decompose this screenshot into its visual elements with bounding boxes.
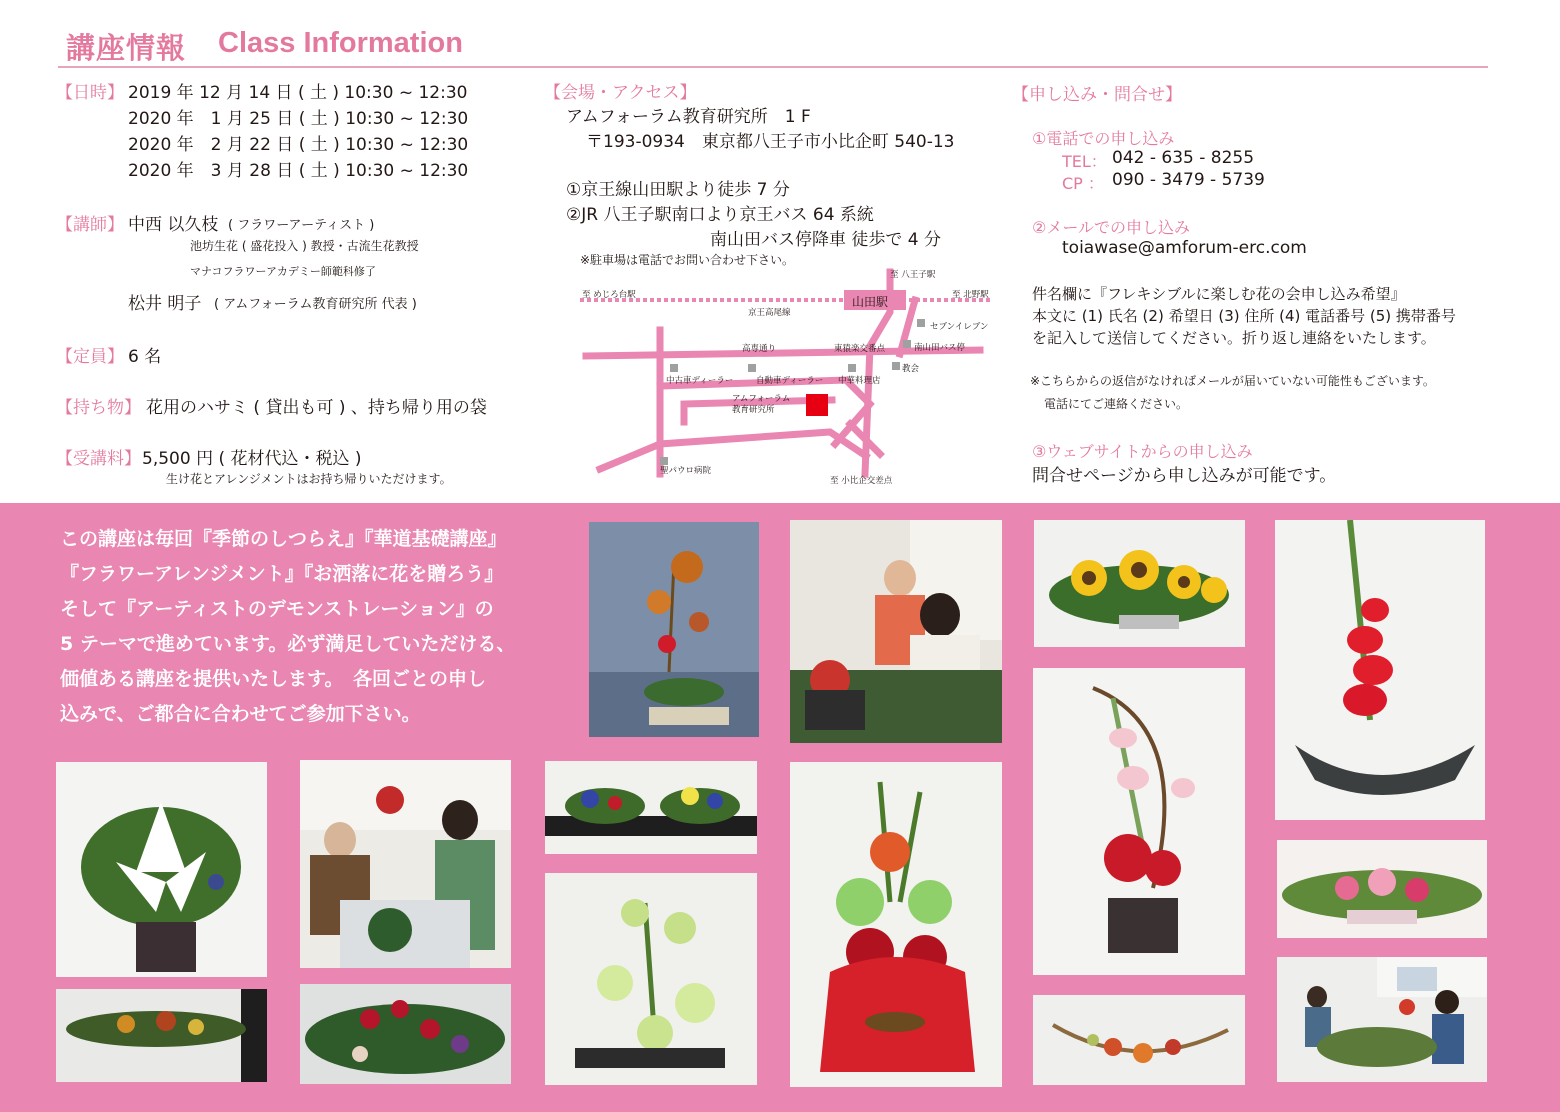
apply-tel: 042 - 635 - 8255 [1112,148,1255,168]
instructor-note-1: 池坊生花 ( 盛花投入 ) 教授・古流生花教授 [190,239,419,253]
apply-email[interactable]: toiawase@amforum-erc.com [1062,238,1307,258]
venue-parking-note: ※駐車場は電話でお問い合わせ下さい。 [580,253,795,267]
map-label-station: 山田駅 [852,295,889,309]
apply-note-2: 電話にてご連絡ください。 [1044,397,1189,411]
apply-phone-title: ①電話での申し込み [1032,129,1175,148]
map-label-to-mejirodai: 至 めじろ台駅 [582,290,636,300]
capacity-label: 【定員】 [56,347,124,367]
intro-line-4: 5 テーマで進めています。必ず満足していただける、 [60,633,516,655]
map-label-to-kitano: 至 北野駅 [952,290,989,300]
map-label-intersection: 東猿楽交番点 [834,344,886,354]
flower-photo-lily [56,762,267,977]
venue-access-2: ②JR 八王子駅南口より京王バス 64 系統 [566,205,874,225]
map-school-marker [806,394,828,416]
map-label-chinese: 中華料理店 [838,376,881,386]
venue-name: アムフォーラム教育研究所 1 F [566,107,811,127]
schedule-date-1: 2019 年 12 月 14 日 ( 土 ) 10:30 ~ 12:30 [128,83,468,103]
map-label-school: アムフォーラム 教育研究所 [732,394,791,415]
belongings-label: 【持ち物】 [56,398,141,418]
flower-photo-red-roses-low [300,984,511,1084]
apply-mail-title: ②メールでの申し込み [1032,218,1191,237]
flower-photo-ikebana-blue [589,522,759,737]
apply-note-1: ※こちらからの返信がなければメールが届いていない可能性もございます。 [1030,374,1435,388]
instructor-note-2: マナコフラワーアカデミー師範科修了 [190,265,376,278]
map-label-bus-stop: 南山田バス停 [914,343,966,353]
intro-line-6: 込みで、ご都合に合わせてご参加下さい。 [60,703,421,725]
header-rule [58,66,1488,68]
flower-photo-crescent [1033,995,1245,1085]
intro-line-3: そして『アーティストのデモンストレーション』の [60,598,494,620]
apply-subject-2: 本文に (1) 氏名 (2) 希望日 (3) 住所 (4) 電話番号 (5) 携帯番号 [1032,307,1456,325]
schedule-date-2: 2020 年 1 月 25 日 ( 土 ) 10:30 ~ 12:30 [128,109,469,129]
workshop-photo-3 [1277,957,1487,1082]
apply-cp: 090 - 3479 - 5739 [1112,170,1265,190]
map-label-koushindori: 高専通り [742,344,777,354]
access-map [580,264,990,490]
capacity-value: 6 名 [128,347,162,367]
map-label-church: 教会 [902,364,920,374]
instructor-label: 【講師】 [56,215,124,235]
apply-subject-3: を記入して送信してください。折り返し連絡をいたします。 [1032,329,1436,347]
map-label-seven: セブンイレブン [930,322,989,332]
flower-photo-gladiolus [1275,520,1485,820]
venue-address: 〒193-0934 東京都八王子市小比企町 540-13 [586,132,955,152]
instructor-role-2: ( アムフォーラム教育研究所 代表 ) [214,297,417,312]
intro-line-1: この講座は毎回『季節のしつらえ』『華道基礎講座』 [60,528,507,550]
instructor-name-1: 中西 以久枝 [128,215,219,235]
fee-label: 【受講料】 [56,449,141,469]
apply-tel-label: TEL： [1062,152,1107,171]
flower-photo-red-wrap [790,762,1002,1087]
belongings-value: 花用のハサミ ( 貸出も可 ) 、持ち帰り用の袋 [146,398,487,418]
flower-photo-sunflower [1034,520,1245,647]
workshop-photo-2 [300,760,511,968]
fee-note: 生け花とアレンジメントはお持ち帰りいただけます。 [166,472,452,486]
flower-photo-autumn-horizontal [56,989,267,1082]
flower-photo-blue-yellow [545,761,757,854]
flower-photo-pink-horizontal [1277,840,1487,938]
fee-value: 5,500 円 ( 花材代込・税込 ) [142,449,362,469]
map-label-hospital: 聖パウロ病院 [660,466,712,476]
intro-line-2: 『フラワーアレンジメント』『お洒落に花を贈ろう』 [60,563,504,585]
flower-photo-green-roses [545,873,757,1085]
map-label-to-hachioji: 至 八王子駅 [890,270,936,280]
apply-cp-label: CP ： [1062,174,1104,193]
map-label-car-dealer: 自動車ディーラー [756,376,824,386]
apply-label: 【申し込み・問合せ】 [1012,85,1182,105]
schedule-label: 【日時】 [56,83,124,103]
flower-photo-pink-gladiolus [1033,668,1245,975]
map-label-to-kobiki: 至 小比企交差点 [830,476,893,486]
venue-access-1: ①京王線山田駅より徒歩 7 分 [566,180,790,200]
intro-line-5: 価値ある講座を提供いたします。 各回ごとの申し [60,668,486,690]
page-title-en: Class Information [218,27,463,59]
apply-web-text: 問合せページから申し込みが可能です。 [1032,466,1337,486]
map-label-keio-line: 京王高尾線 [748,308,791,318]
venue-label: 【会場・アクセス】 [544,83,697,103]
instructor-name-2: 松井 明子 [128,294,202,314]
venue-access-3: 南山田バス停降車 徒歩で 4 分 [710,230,942,250]
apply-subject-1: 件名欄に『フレキシブルに楽しむ花の会申し込み希望』 [1032,285,1406,303]
page-title-jp: 講座情報 [66,31,187,65]
workshop-photo-1 [790,520,1002,743]
map-label-used-car: 中古車ディーラー [666,376,734,386]
apply-web-title: ③ウェブサイトからの申し込み [1032,442,1253,461]
instructor-role-1: ( フラワーアーティスト ) [228,218,375,233]
schedule-date-4: 2020 年 3 月 28 日 ( 土 ) 10:30 ~ 12:30 [128,161,469,181]
schedule-date-3: 2020 年 2 月 22 日 ( 土 ) 10:30 ~ 12:30 [128,135,469,155]
intro-text [60,522,515,732]
map-roads [586,272,980,474]
